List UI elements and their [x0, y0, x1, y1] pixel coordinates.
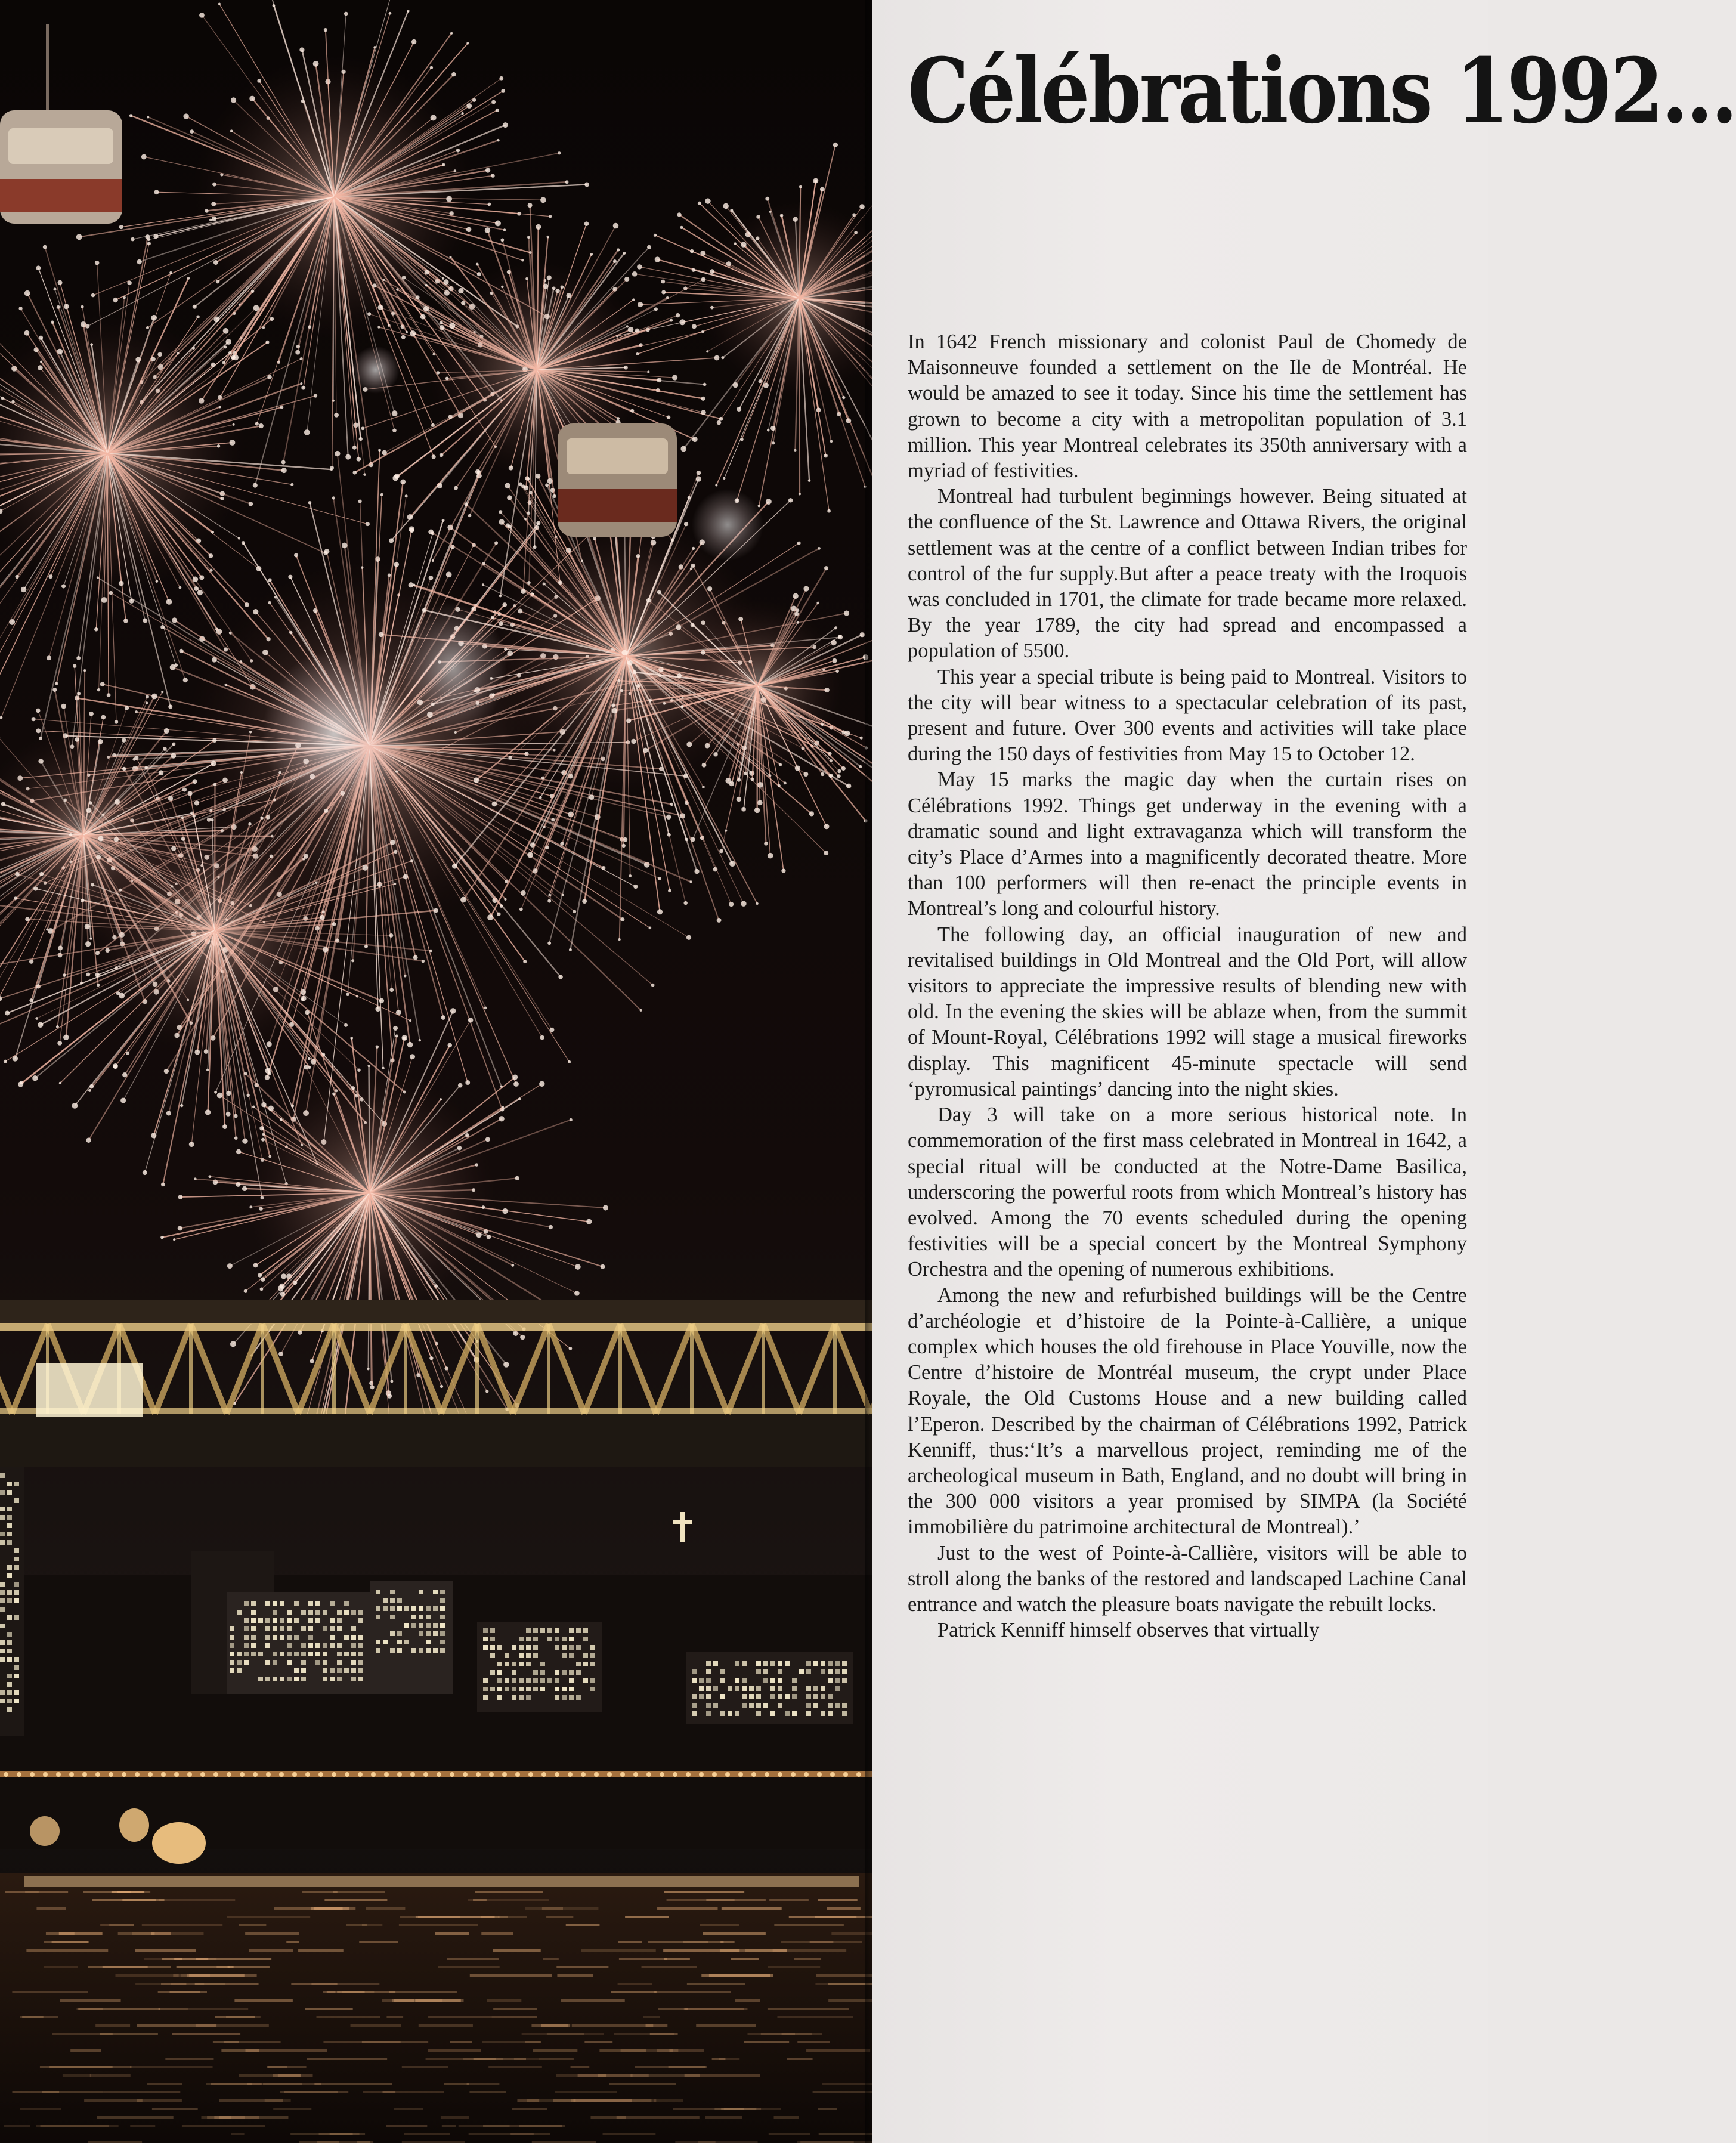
paragraph: Patrick Kenniff himself observes that virtually	[937, 1619, 1320, 1642]
paragraph: May 15 marks the magic day when the curtain rises on Célébrations 1992. Things get underway in the evening with a dramatic sound and light extravaganza which will transform the city’s Place d’Armes into a magnificently decorated theatre. More than 100 performers will then re-enact the principle events in Montreal’s long and colourful history.	[908, 768, 1467, 920]
paragraph: Just to the west of Pointe-à-Callière, visitors will be able to stroll along the banks of the restored and landscaped Lachine Canal entrance and watch the pleasure boats navigate the rebuilt locks.	[908, 1541, 1467, 1616]
paragraph: The following day, an official inauguration of new and revitalised buildings in Old Montreal and the Old Port, will allow visitors to appreciate the impressive results of blending new with old. In the evening the skies will be ablaze when, from the summit of Mount-Royal, Célébrations 1992 will stage a musical fireworks display. This magnificent 45-minute spectacle will send ‘pyromusical paintings’ dancing into the night skies.	[908, 923, 1467, 1100]
article-title: Célébrations 1992...	[908, 39, 1736, 144]
article-column	[872, 0, 1736, 2143]
article-body	[908, 329, 1467, 1643]
paragraph: In 1642 French missionary and colonist Paul de Chomedy de Maisonneuve founded a settlement on the Ile de Montréal. He would be amazed to see it today. Since his time the settlement has grown to become a city with a metropolitan population of 3.1 million. This year Montreal celebrates its 350th anniversary with a myriad of festivities.	[908, 330, 1467, 483]
paragraph: This year a special tribute is being paid to Montreal. Visitors to the city will bear witness to a spectacular celebration of its past, present and future. Over 300 events and activities will take place during the 150 days of festivities from May 15 to October 12.	[908, 665, 1467, 766]
cable-car-center	[558, 423, 677, 537]
paragraph: Montreal had turbulent beginnings however. Being situated at the confluence of the St. Lawrence and Ottawa Rivers, the original settlement was at the centre of a conflict between Indian tribes for control of the fur supply.But after a peace treaty with the Iroquois was concluded in 1701, the climate for trade became more relaxed. By the year 1789, the city had spread and encompassed a population of 5500.	[908, 485, 1467, 663]
paragraph: Among the new and refurbished buildings will be the Centre d’archéologie et d’histoire de la Pointe-à-Callière, a unique complex which houses the old firehouse in Place Youville, now the Centre d’histoire de Montréal museum, the crypt under Place Royale, the Old Customs House and a new building called l’Eperon. Described by the chairman of Célébrations 1992, Patrick Kenniff, thus:‘It’s a marvellous project, reminding me of the archeological museum in Bath, England, and no doubt will bring in the 300 000 visitors a year promised by SIMPA (la Société immobilière du patrimoine architectural de Montreal).’	[908, 1284, 1467, 1539]
paragraph: Day 3 will take on a more serious historical note. In commemoration of the first mass celebrated in Montreal in 1642, a special ritual will be conducted at the Notre-Dame Basilica, underscoring the powerful roots from which Montreal’s history has evolved. Among the 70 events scheduled during the opening festivities will be a special concert by the Montreal Symphony Orchestra and the opening of numerous exhibitions.	[908, 1103, 1467, 1281]
